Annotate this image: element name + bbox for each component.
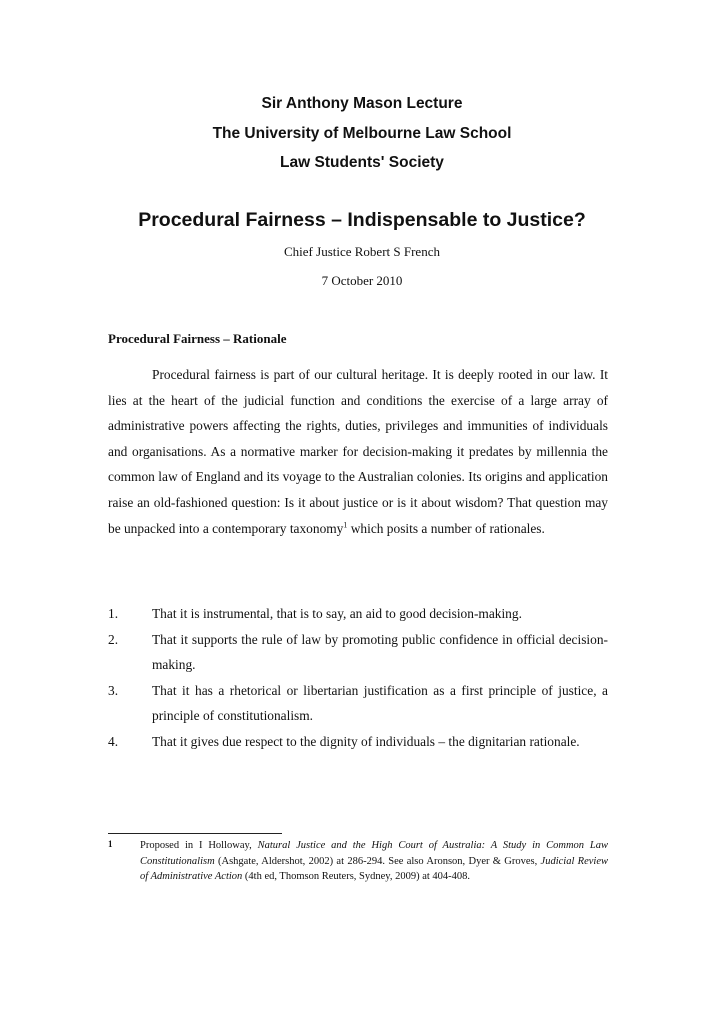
footnote-text-part: (4th ed, Thomson Reuters, Sydney, 2009) at 404-408.: [242, 871, 471, 883]
body-paragraph: [108, 362, 608, 541]
section-heading: Procedural Fairness – Rationale: [108, 331, 287, 346]
society-name: Law Students' Society: [280, 154, 444, 171]
date: 7 October 2010: [321, 273, 403, 288]
footnote-reference[interactable]: 1: [343, 520, 348, 530]
list-item-number: 1.: [108, 606, 119, 621]
paragraph-text-end: which posits a number of rationales.: [347, 520, 545, 536]
footnote-citation-title: Natural Justice and the High Court of Australia: A Study in Common Law Constitutionalism: [140, 840, 608, 867]
rationale-list: [108, 601, 608, 755]
list-item-number: 3.: [108, 682, 119, 698]
list-item: [108, 627, 608, 678]
institution-name: The University of Melbourne Law School: [212, 125, 512, 142]
footnote-text-part: Proposed in I Holloway,: [140, 840, 258, 851]
lecture-name: Sir Anthony Mason Lecture: [261, 95, 463, 112]
author: Chief Justice Robert S French: [284, 244, 440, 259]
document-title: Procedural Fairness – Indispensable to Justice?: [138, 209, 586, 231]
list-item-text: That it supports the rule of law by promoting public confidence in official decision-making.: [152, 631, 608, 673]
list-item: [108, 729, 608, 755]
list-item: [108, 601, 608, 627]
footnote-text-part: (Ashgate, Aldershot, 2002) at 286-294. See also Aronson, Dyer & Groves,: [214, 855, 541, 867]
footnote: [108, 838, 608, 885]
footnote-text: [140, 838, 608, 885]
list-item-text: That it gives due respect to the dignity of individuals – the dignitarian rationale.: [152, 733, 580, 749]
list-item-number: 4.: [108, 733, 119, 749]
list-item-number: 2.: [108, 631, 119, 647]
footnote-number: 1: [108, 839, 113, 849]
list-item-text: That it has a rhetorical or libertarian justification as a first principle of justice, a principle of constitutionalism.: [152, 682, 608, 724]
list-item: [108, 678, 608, 729]
list-item-text: That it is instrumental, that is to say, an aid to good decision-making.: [152, 606, 522, 621]
paragraph-text: Procedural fairness is part of our cultural heritage. It is deeply rooted in our law. It lies at the heart of the judicial function and conditions the exercise of a large array of administrative powers affecting the rights, duties, privileges and immunities of individuals and organisations. As a normative marker for decision-making it predates by millennia the common law of England and its voyage to the Australian colonies. Its origins and application raise an old-fashioned question: Is it about justice or is it about wisdom? That question may be unpacked into a contemporary taxonomy: [108, 367, 608, 536]
footnote-divider: [108, 833, 282, 834]
footnote-citation-title: Judicial Review of Administrative Action: [140, 855, 609, 883]
